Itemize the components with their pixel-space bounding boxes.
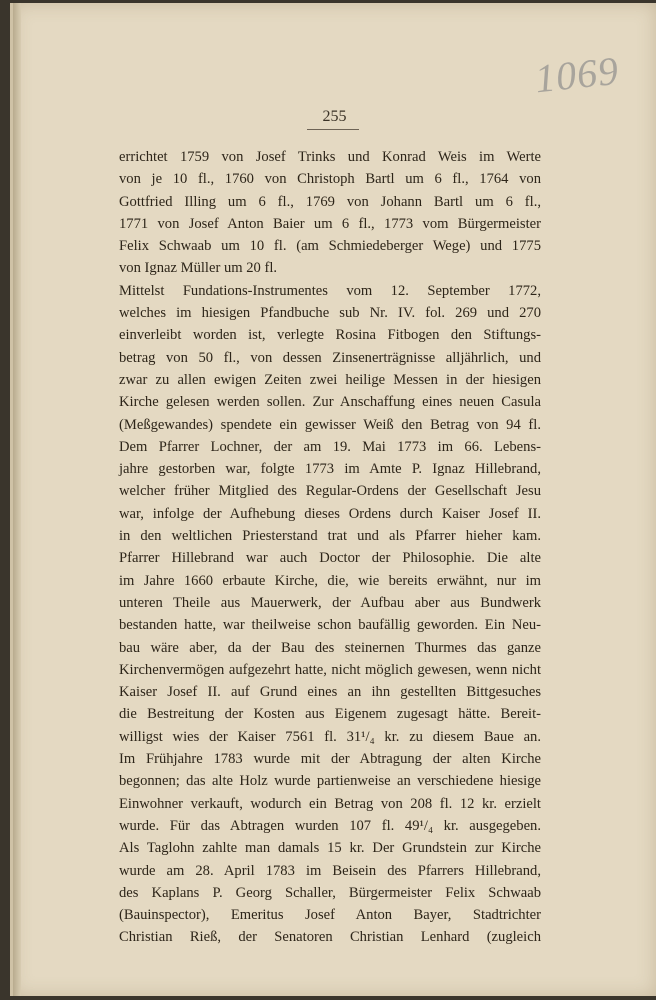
text-line: (Meßgewandes) spendete ein gewisser Weiß den Betrag von 94 fl. — [119, 416, 541, 433]
page-binding-edge — [13, 3, 21, 996]
text-line: betrag von 50 fl., von dessen Zinsenerträgnisse alljährlich, und — [119, 349, 541, 366]
text-line: jahre gestorben war, folgte 1773 im Amte P. Ignaz Hillebrand, — [119, 461, 541, 478]
text-line: einverleibt worden ist, verlegte Rosina Fitbogen den Stiftungs- — [119, 327, 541, 344]
text-line: bau wäre aber, da der Bau des steinernen Thurmes das ganze — [119, 639, 541, 656]
book-page — [10, 3, 656, 996]
text-line: Einwohner verkauft, wodurch ein Betrag von 208 fl. 12 kr. erzielt — [119, 795, 541, 812]
text-line: Gottfried Illing um 6 fl., 1769 von Johann Bartl um 6 fl., — [119, 193, 541, 210]
text-line: von je 10 fl., 1760 von Christoph Bartl um 6 fl., 1764 von — [119, 171, 541, 188]
page-number: 255 — [322, 108, 347, 125]
text-line: Mittelst Fundations-Instrumentes vom 12. September 1772, — [119, 282, 541, 299]
text-line: welcher früher Mitglied des Regular-Ordens der Gesellschaft Jesu — [119, 483, 541, 500]
text-line: Christian Rieß, der Senatoren Christian Lenhard (zugleich — [119, 929, 541, 946]
text-line: bestanden hatte, war theilweise schon baufällig geworden. Ein Neu- — [119, 617, 541, 634]
text-line: Als Taglohn zahlte man damals 15 kr. Der Grundstein zur Kirche — [119, 840, 541, 857]
text-line: Kaiser Josef II. auf Grund eines an ihn gestellten Bittgesuches — [119, 684, 541, 701]
text-line: des Kaplans P. Georg Schaller, Bürgermeister Felix Schwaab — [119, 884, 541, 901]
handwritten-folio-number: 1069 — [532, 47, 622, 102]
text-line: die Bestreitung der Kosten aus Eigenem zugesagt hätte. Bereit- — [119, 706, 541, 723]
page-number-rule — [307, 129, 359, 130]
text-line: von Ignaz Müller um 20 fl. — [119, 260, 278, 277]
text-line: im Jahre 1660 erbaute Kirche, die, wie bereits erwähnt, nur im — [119, 572, 541, 589]
text-line: begonnen; das alte Holz wurde partienweise an verschiedene hiesige — [119, 773, 541, 790]
body-text — [119, 146, 541, 949]
text-line: unteren Theile aus Mauerwerk, der Aufbau aber aus Bundwerk — [119, 594, 541, 611]
text-line: Im Frühjahre 1783 wurde mit der Abtragung der alten Kirche — [119, 751, 541, 768]
text-line: Kirchenvermögen aufgezehrt hatte, nicht möglich gewesen, wenn nicht — [119, 661, 541, 678]
text-line: (Bauinspector), Emeritus Josef Anton Bayer, Stadtrichter — [119, 907, 541, 924]
text-line: Pfarrer Hillebrand war auch Doctor der Philosophie. Die alte — [119, 550, 541, 567]
text-line: welches im hiesigen Pfandbuche sub Nr. IV. fol. 269 und 270 — [119, 305, 541, 322]
text-line: wurde am 28. April 1783 im Beisein des Pfarrers Hillebrand, — [119, 862, 541, 879]
text-line: in den weltlichen Priesterstand trat und als Pfarrer hieher kam. — [119, 528, 541, 545]
text-line: Kirche gelesen werden sollen. Zur Anschaffung eines neuen Casula — [119, 394, 541, 411]
text-line: Felix Schwaab um 10 fl. (am Schmiedeberger Wege) und 1775 — [119, 238, 541, 255]
text-line: willigst wies der Kaiser 7561 fl. 31¹/₄ kr. zu diesem Baue an. — [119, 728, 541, 745]
text-line: 1771 von Josef Anton Baier um 6 fl., 1773 vom Bürgermeister — [119, 215, 541, 232]
text-line: zwar zu allen ewigen Zeiten zwei heilige Messen in der hiesigen — [119, 371, 541, 388]
text-line: Dem Pfarrer Lochner, der am 19. Mai 1773 im 66. Lebens- — [119, 438, 541, 455]
text-line: errichtet 1759 von Josef Trinks und Konrad Weis im Werte — [119, 149, 541, 165]
text-line: wurde. Für das Abtragen wurden 107 fl. 49¹/₄ kr. ausgegeben. — [119, 817, 541, 834]
text-line: war, infolge der Aufhebung dieses Ordens durch Kaiser Josef II. — [119, 505, 541, 522]
